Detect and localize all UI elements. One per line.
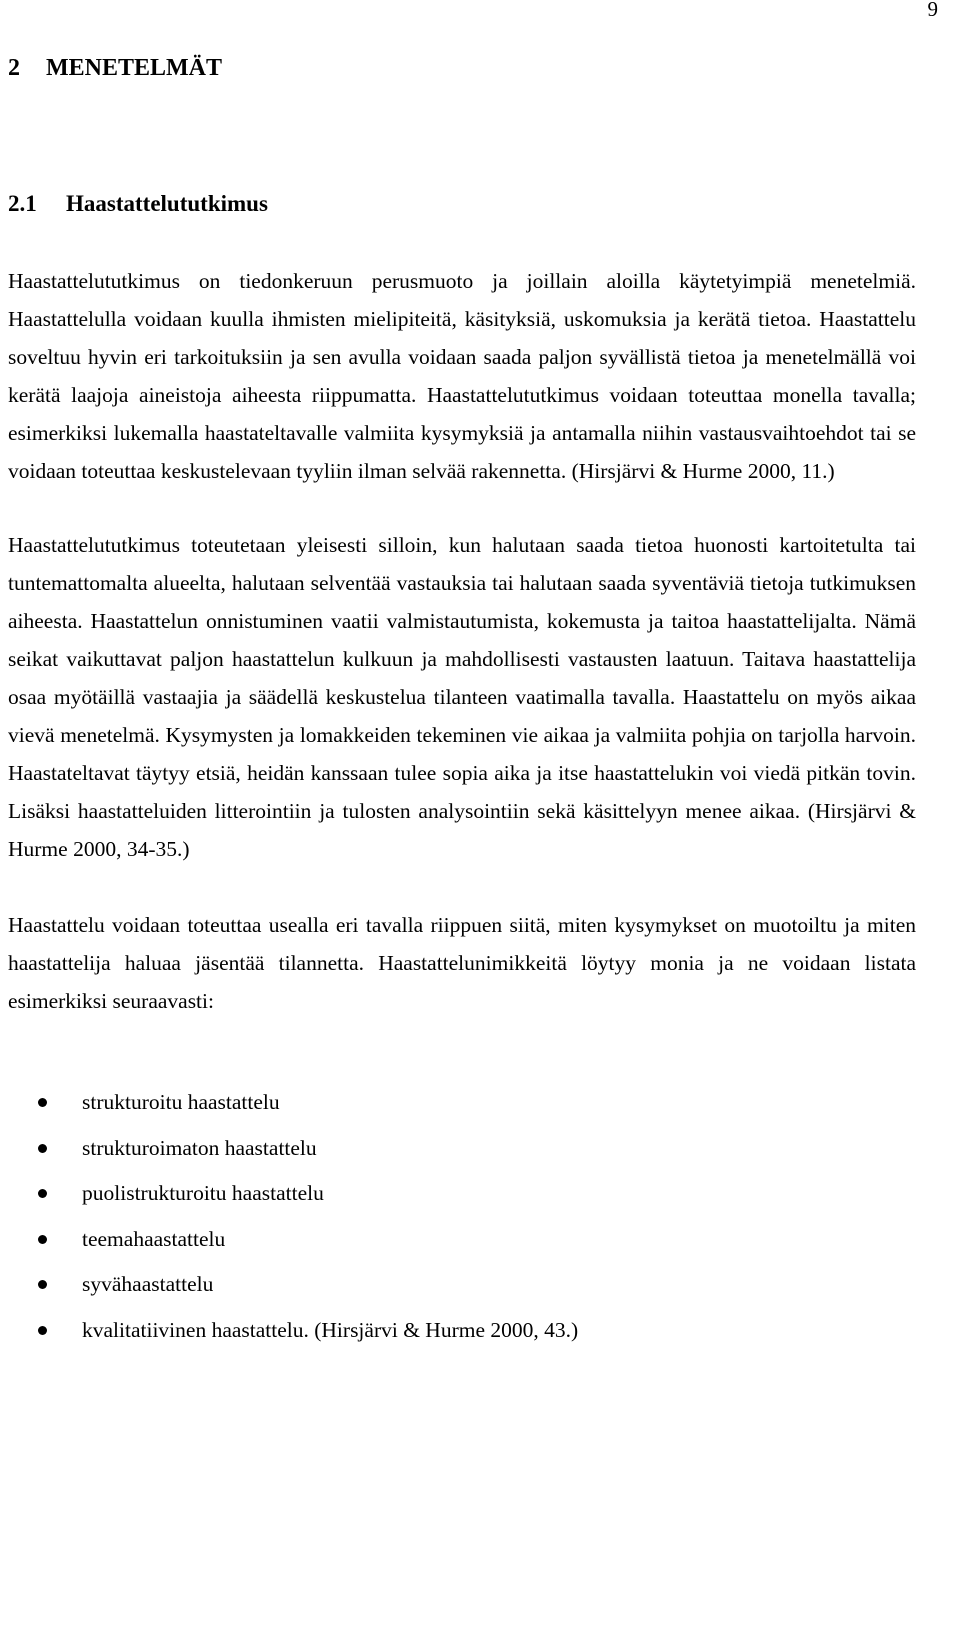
document-body <box>8 52 916 1353</box>
section-number: 2.1 <box>8 191 37 216</box>
list-item-text: syvähaastattelu <box>82 1272 214 1296</box>
section-heading <box>8 188 916 220</box>
interview-types-list <box>8 1080 916 1353</box>
bullet-icon <box>38 1189 47 1198</box>
list-item <box>8 1126 916 1172</box>
list-item-text: puolistrukturoitu haastattelu <box>82 1181 324 1205</box>
list-item <box>8 1262 916 1308</box>
list-item-text: kvalitatiivinen haastattelu. (Hirsjärvi & Hurme 2000, 43.) <box>82 1317 579 1342</box>
paragraph-2: Haastattelututkimus toteutetaan yleisesti silloin, kun halutaan saada tietoa huonosti kartoitetulta tai tuntemattomalta alueelta, halutaan selventää vastauksia tai halutaan saada syventäviä tietoja tutkimuksen aiheesta. Haastattelun onnistuminen vaatii valmistautumista, kokemusta ja taitoa haastattelijalta. Nämä seikat vaikuttavat paljon haastattelun kulkuun ja mahdollisesti vastausten laatuun. Taitava haastattelija osaa myötäillä vastaajia ja säädellä keskustelua tilanteen vaatimalla tavalla. Haastattelu on myös aikaa vievä menetelmä. Kysymysten ja lomakkeiden tekeminen vie aikaa ja valmiita pohjia on tarjolla harvoin. Haastateltavat täytyy etsiä, heidän kanssaan tulee sopia aika ja itse haastattelukin voi viedä pitkän tovin. Lisäksi haastatteluiden litterointiin ja tulosten analysointiin sekä käsittelyyn menee aikaa. (Hirsjärvi & Hurme 2000, 34-35.) <box>8 533 916 861</box>
list-item-text: strukturoitu haastattelu <box>82 1090 280 1114</box>
list-item <box>8 1217 916 1263</box>
list-item <box>8 1080 916 1126</box>
chapter-title: MENETELMÄT <box>46 55 223 81</box>
list-item <box>8 1308 916 1354</box>
page-number: 9 <box>927 0 938 21</box>
paragraph-1: Haastattelututkimus on tiedonkeruun perusmuoto ja joillain aloilla käytetyimpiä menetelmiä. Haastattelulla voidaan kuulla ihmisten mielipiteitä, käsityksiä, uskomuksia ja kerätä tietoa. Haastattelu soveltuu hyvin eri tarkoituksiin ja sen avulla voidaan saada paljon syvällistä tietoa ja menetelmällä voi kerätä laajoja aineistoja aiheesta riippumatta. Haastattelututkimus voidaan toteuttaa monella tavalla; esimerkiksi lukemalla haastateltavalle valmiita kysymyksiä ja antamalla niihin vastausvaihtoehdot tai se voidaan toteuttaa keskustelevaan tyyliin ilman selvää rakennetta. (Hirsjärvi & Hurme 2000, 11.) <box>8 269 916 483</box>
chapter-number: 2 <box>8 55 20 81</box>
list-item-text: strukturoimaton haastattelu <box>82 1135 317 1160</box>
section-title: Haastattelututkimus <box>66 191 268 216</box>
bullet-icon <box>38 1280 47 1289</box>
bullet-icon <box>38 1326 47 1335</box>
bullet-icon <box>38 1098 47 1107</box>
paragraph-3: Haastattelu voidaan toteuttaa usealla eri tavalla riippuen siitä, miten kysymykset on muotoiltu ja miten haastattelija haluaa jäsentää tilannetta. Haastattelunimikkeitä löytyy monia ja ne voidaan listata esimerkiksi seuraavasti: <box>8 913 916 1013</box>
list-item-text: teemahaastattelu <box>82 1226 226 1251</box>
chapter-heading <box>8 52 916 84</box>
bullet-icon <box>38 1235 47 1244</box>
list-item <box>8 1171 916 1217</box>
bullet-icon <box>38 1144 47 1153</box>
